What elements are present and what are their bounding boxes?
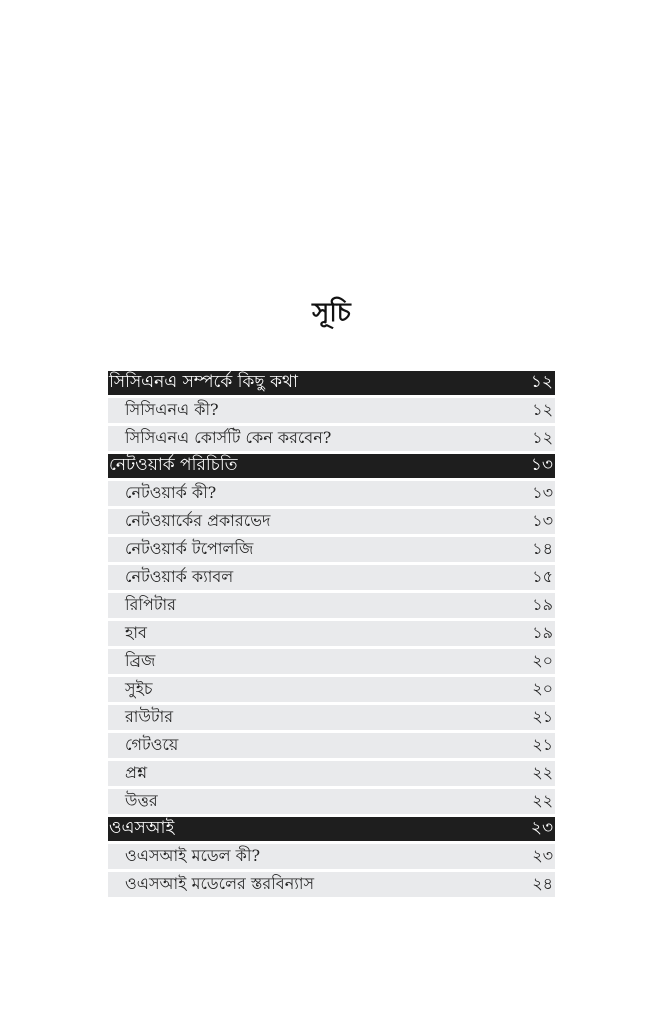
toc-item-label: হাব (125, 623, 147, 642)
toc-item-label: গেটওয়ে (125, 735, 179, 754)
toc-page-number: ১২ (532, 428, 553, 447)
toc-page-number: ১৩ (532, 511, 553, 530)
toc-section-row[interactable] (108, 454, 555, 478)
toc-page-number: ২০ (532, 651, 553, 670)
toc-item-label: প্রশ্ন (125, 763, 148, 782)
toc-page-number: ১৪ (532, 539, 553, 558)
toc-item-label: সিসিএনএ কী? (125, 400, 219, 419)
toc-page-number: ১৫ (532, 567, 553, 586)
toc-item-row[interactable] (108, 621, 555, 646)
toc-item-row[interactable] (108, 733, 555, 758)
toc-page-number: ২৪ (532, 874, 553, 893)
toc-item-label: সুইচ (125, 679, 153, 698)
toc-item-label: ওএসআই মডেল কী? (125, 846, 261, 865)
toc-item-row[interactable] (108, 677, 555, 702)
toc-item-row[interactable] (108, 705, 555, 730)
toc-item-row[interactable] (108, 593, 555, 618)
toc-page-number: ২২ (532, 791, 553, 810)
toc-section-label: সিসিএনএ সম্পর্কে কিছু কথা (109, 372, 298, 392)
toc-item-row[interactable] (108, 565, 555, 590)
toc-page-number: ১২ (532, 400, 553, 419)
toc-page-number: ১৩ (532, 483, 553, 502)
toc-item-row[interactable] (108, 761, 555, 786)
toc-item-row[interactable] (108, 649, 555, 674)
toc-page-number: ২১ (532, 735, 553, 754)
toc-item-row[interactable] (108, 844, 555, 869)
toc-item-label: নেটওয়ার্ক টপোলজি (125, 539, 254, 558)
toc-item-label: নেটওয়ার্ক ক্যাবল (125, 567, 234, 586)
toc-section-label: ওএসআই (109, 818, 175, 838)
toc-page-number: ১৯ (532, 595, 553, 614)
toc-page-number: ২৩ (532, 846, 553, 865)
toc-item-label: ব্রিজ (125, 651, 156, 670)
toc-item-label: ওএসআই মডেলের স্তরবিন্যাস (125, 874, 315, 893)
toc-item-label: সিসিএনএ কোর্সটি কেন করবেন? (125, 428, 332, 447)
table-of-contents (108, 371, 555, 900)
toc-item-label: নেটওয়ার্ক কী? (125, 483, 217, 502)
toc-item-row[interactable] (108, 789, 555, 814)
toc-page-number: ১৩ (530, 455, 553, 475)
toc-page-number: ২০ (532, 679, 553, 698)
toc-section-label: নেটওয়ার্ক পরিচিতি (109, 455, 238, 475)
toc-item-label: রাউটার (125, 707, 174, 726)
toc-item-label: রিপিটার (125, 595, 176, 614)
toc-item-label: নেটওয়ার্কের প্রকারভেদ (125, 511, 271, 530)
toc-item-row[interactable] (108, 398, 555, 423)
toc-page-number: ২৩ (530, 818, 553, 838)
toc-section-row[interactable] (108, 817, 555, 841)
toc-item-label: উত্তর (125, 791, 158, 810)
toc-item-row[interactable] (108, 537, 555, 562)
toc-item-row[interactable] (108, 481, 555, 506)
toc-page-number: ২২ (532, 763, 553, 782)
toc-section-row[interactable] (108, 371, 555, 395)
toc-item-row[interactable] (108, 509, 555, 534)
toc-page-number: ২১ (532, 707, 553, 726)
page-title: সূচি (312, 298, 351, 328)
toc-page-number: ১৯ (532, 623, 553, 642)
toc-item-row[interactable] (108, 872, 555, 897)
toc-page-number: ১২ (530, 372, 553, 392)
toc-item-row[interactable] (108, 426, 555, 451)
